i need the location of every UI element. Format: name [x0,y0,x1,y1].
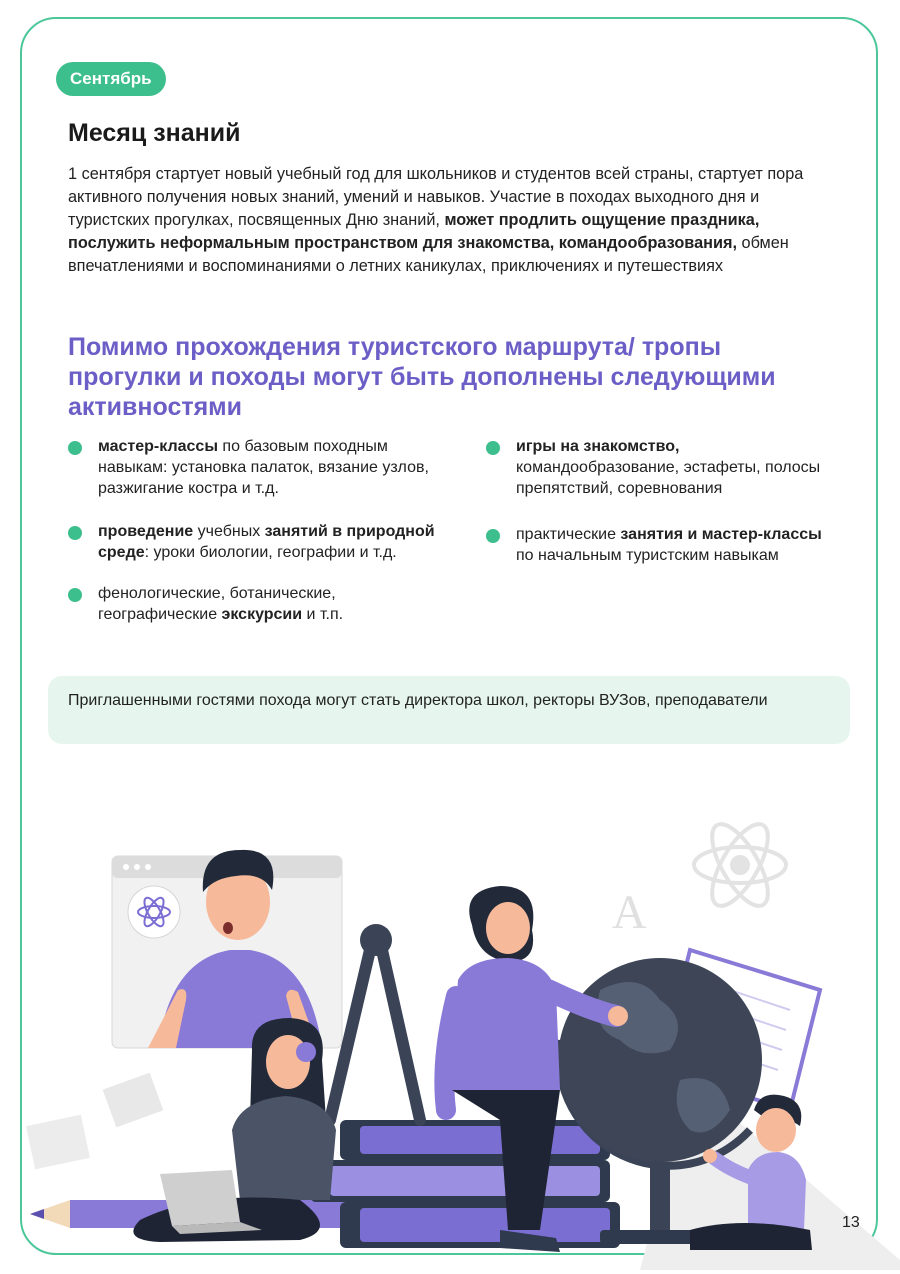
activity-text: и т.п. [302,606,344,623]
activity-item [68,436,458,499]
activity-text: учебных [193,523,265,540]
activity-bold: занятий в природной среде [98,523,435,561]
activity-text: командообразование, эстафеты, полосы препятствий, соревнования [516,459,821,497]
image-placeholder-icon [103,1073,164,1128]
letter-a-decoration: A [612,886,647,939]
month-badge: Сентябрь [56,62,166,96]
activity-text: по начальным туристским навыкам [516,547,779,564]
activity-item [486,524,826,566]
activity-text: : уроки биологии, географии и т.д. [144,544,397,561]
activity-bold: экскурсии [221,606,303,623]
bullet-dot-icon [486,529,500,543]
atom-icon [694,816,786,914]
books-stack [310,1120,620,1248]
bullet-dot-icon [68,441,82,455]
activities-left-column [68,436,458,647]
activity-bold: мастер-классы [98,438,218,455]
page-number: 13 [842,1214,860,1231]
activity-item [486,436,826,499]
intro-bold: может продлить ощущение праздника, послужить неформальным пространством для знакомства, командообразования, [68,211,760,252]
activity-item [68,583,458,625]
activities-right-column [486,436,826,588]
intro-text-1: 1 сентября стартует новый учебный год для школьников и студентов всей страны, стартует пора активного получения новых знаний, умений и навыков. Участие в походах выходного дня и туристских прогулках, посвященных Дню знаний, [68,165,804,229]
activity-text: по базовым походным навыкам: установка палаток, вязание узлов, разжигание костра и т.д. [98,438,429,497]
image-placeholder-icon [26,1115,90,1170]
guests-note: Приглашенными гостями похода могут стать директора школ, ректоры ВУЗов, преподаватели [48,676,850,744]
activity-item [68,521,458,563]
activity-text: фенологические, ботанические, географические [98,585,336,623]
bullet-dot-icon [486,441,500,455]
activity-bold: занятия и мастер-классы [620,526,822,543]
bullet-dot-icon [68,588,82,602]
video-call-window [112,850,342,1048]
compass-decoration [330,924,420,1120]
bullet-dot-icon [68,526,82,540]
activity-bold: игры на знакомство, [516,438,680,455]
activity-text: практические [516,526,621,543]
activity-bold: проведение [98,523,194,540]
activities-heading: Помимо прохождения туристского маршрута/ тропы прогулки и походы могут быть дополнены следующими активностями [68,333,776,421]
intro-paragraph [68,163,808,278]
page-title: Месяц знаний [68,119,241,147]
education-illustration [0,790,900,1270]
intro-text-2: обмен впечатлениями и воспоминаниями о летних каникулах, приключениях и путешествиях [68,234,789,275]
